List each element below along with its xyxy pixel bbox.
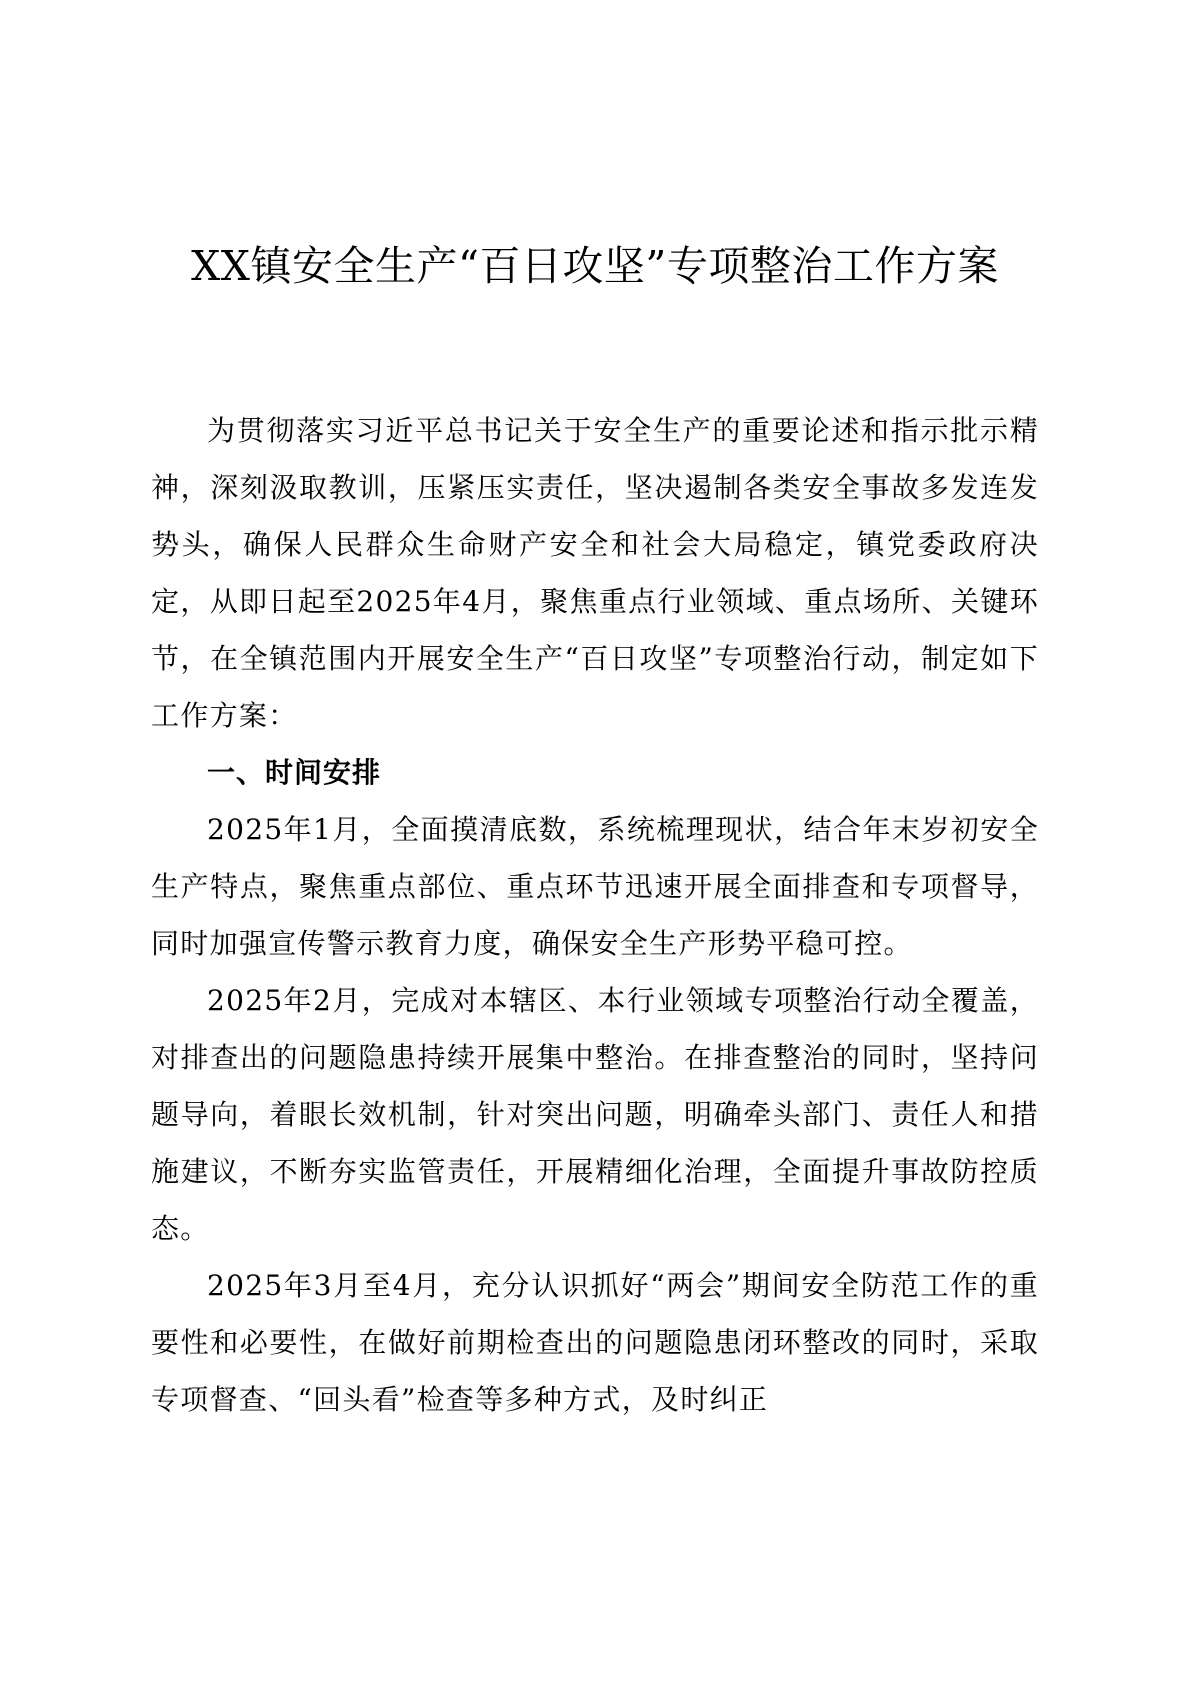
paragraph-march-april: 2025年3月至4月，充分认识抓好“两会”期间安全防范工作的重要性和必要性，在做好前期检查出的问题隐患闭环整改的同时，采取专项督查、“回头看”检查等多种方式，及时纠正 [151, 1269, 1039, 1416]
section-heading: 一、时间安排 [207, 756, 382, 789]
intro-paragraph: 为贯彻落实习近平总书记关于安全生产的重要论述和指示批示精神，深刻汲取教训，压紧压实责任，坚决遏制各类安全事故多发连发势头，确保人民群众生命财产安全和社会大局稳定，镇党委政府决定，从即日起至2025年4月，聚焦重点行业领域、重点场所、关键环节，在全镇范围内开展安全生产“百日攻坚”专项整治行动，制定如下工作方案： [151, 414, 1039, 732]
document-body [151, 402, 1039, 1428]
paragraph-february: 2025年2月，完成对本辖区、本行业领域专项整治行动全覆盖，对排查出的问题隐患持续开展集中整治。在排查整治的同时，坚持问题导向，着眼长效机制，针对突出问题，明确牵头部门、责任人和措施建议，不断夯实监管责任，开展精细化治理，全面提升事故防控质态。 [151, 984, 1039, 1245]
section-time-arrangement [151, 744, 1039, 1428]
document-title: XX镇安全生产“百日攻坚”专项整治工作方案 [191, 242, 999, 290]
paragraph-january: 2025年1月，全面摸清底数，系统梳理现状，结合年末岁初安全生产特点，聚焦重点部位、重点环节迅速开展全面排查和专项督导，同时加强宣传警示教育力度，确保安全生产形势平稳可控。 [151, 813, 1039, 960]
